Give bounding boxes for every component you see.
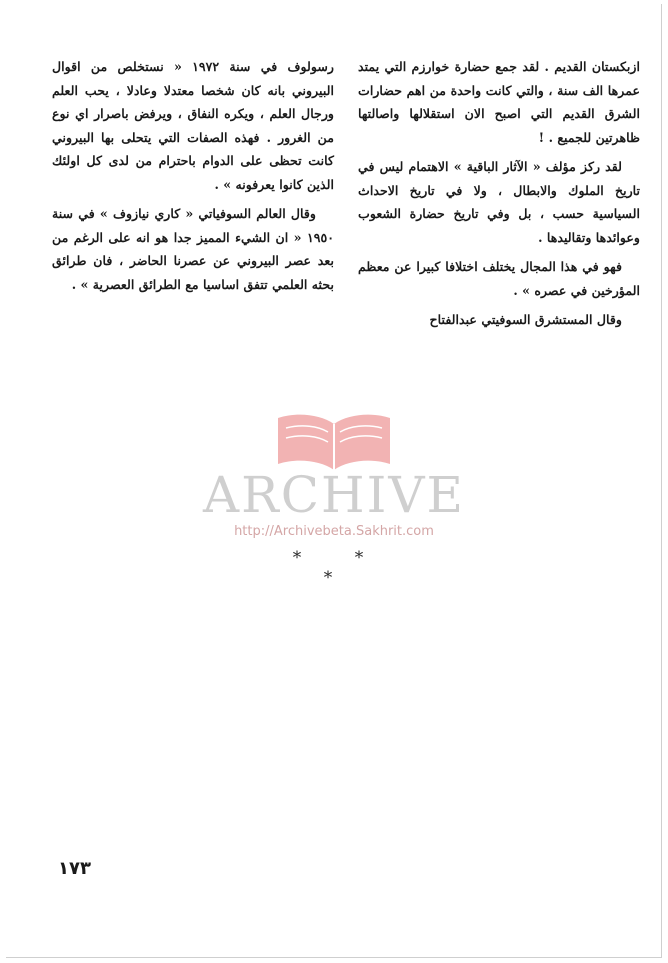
paragraph: وقال العالم السوفياتي « كاري نيازوف » في سنة ١٩٥٠ « ان الشيء المميز جدا هو انه على الرغم من بعد عصر البيروني عن عصرنا الحاضر ، فان طرائق بحثه العلمي تتفق اساسيا مع الطرائق العصرية » . bbox=[52, 206, 334, 292]
open-book-icon bbox=[272, 410, 396, 472]
page-number: ١٧٣ bbox=[58, 858, 91, 879]
right-column bbox=[358, 55, 640, 338]
paragraph: رسولوف في سنة ١٩٧٢ « نستخلص من اقوال البيروني بانه كان شخصا معتدلا وعادلا ، يحب العلم ورجال العلم ، ويكره النفاق ، ويرفض باصرار اي نوع من الغرور . فهذه الصفات التي يتحلى بها البيروني كانت تحظى على الدوام باحترام من لدى كل اولئك الذين كانوا يعرفونه » . bbox=[52, 59, 334, 192]
archive-watermark bbox=[200, 410, 468, 550]
section-divider: * * * bbox=[292, 548, 388, 588]
watermark-title: ARCHIVE bbox=[203, 466, 465, 524]
watermark-url: http://Archivebeta.Sakhrit.com bbox=[234, 524, 434, 539]
paragraph: فهو في هذا المجال يختلف اختلافا كبيرا عن معظم المؤرخين في عصره » . bbox=[358, 259, 640, 298]
paragraph: لقد ركز مؤلف « الآثار الباقية » الاهتمام ليس في تاريخ الملوك والابطال ، ولا في تاريخ الاحداث السياسية حسب ، بل وفي تاريخ حضارة الشعوب وعوائدها وتقاليدها . bbox=[358, 159, 640, 245]
paragraph: ازبكستان القديم . لقد جمع حضارة خوارزم التي يمتد عمرها الف سنة ، والتي كانت واحدة من اهم حضارات الشرق القديم التي اصبح الان استقلالها واصالتها ظاهرتين للجميع . ! bbox=[358, 59, 640, 145]
left-column bbox=[52, 55, 334, 302]
paragraph: وقال المستشرق السوفيتي عبدالفتاح bbox=[429, 312, 622, 327]
